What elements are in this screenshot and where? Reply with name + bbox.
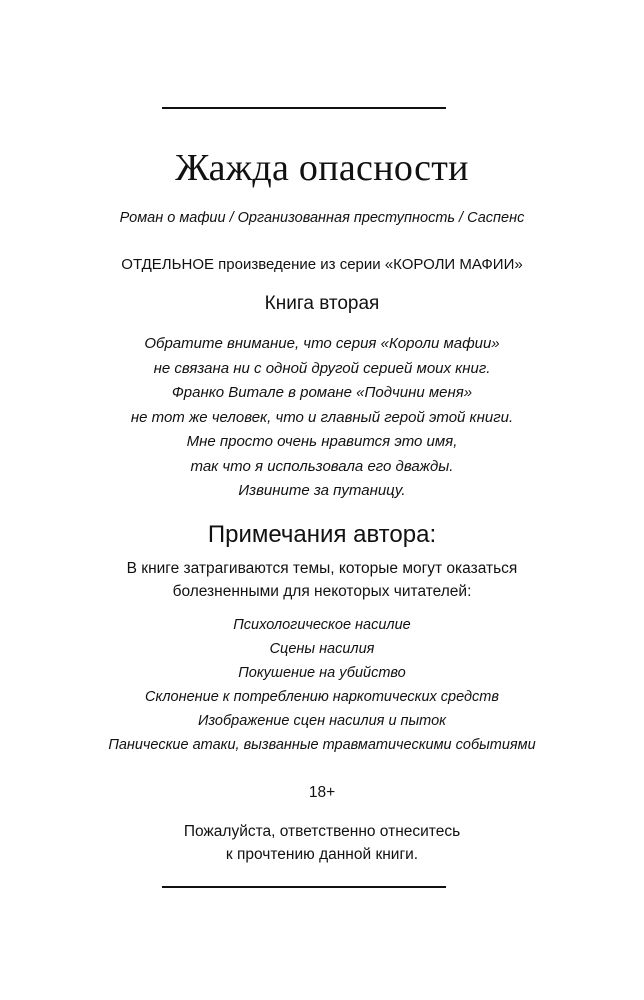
book-title: Жажда опасности xyxy=(175,147,469,189)
closing-note-line: Пожалуйста, ответственно отнеситесь xyxy=(183,823,461,840)
author-note-line: не тот же человек, что и главный герой этой книги. xyxy=(130,408,514,426)
content-warning-line: болезненными для некоторых читателей: xyxy=(172,582,472,600)
top-divider xyxy=(162,107,446,109)
author-note-line: Мне просто очень нравится это имя, xyxy=(186,433,458,450)
author-note-line: не связана ни с одной другой серией моих книг. xyxy=(153,359,491,377)
trigger-topic-item: Покушение на убийство xyxy=(238,665,406,681)
age-rating: 18+ xyxy=(308,784,336,801)
series-line: ОТДЕЛЬНОЕ произведение из серии «КОРОЛИ МАФИИ» xyxy=(121,256,523,273)
content-warning xyxy=(0,558,644,603)
author-note-line: Франко Витале в романе «Подчини меня» xyxy=(171,384,473,401)
trigger-topics-list xyxy=(0,613,644,757)
trigger-topic-item: Сцены насилия xyxy=(269,641,375,657)
closing-note-line: к прочтению данной книги. xyxy=(225,846,419,863)
content-warning-line: В книге затрагиваются темы, которые могут оказаться xyxy=(126,560,518,577)
author-note-line: Обратите внимание, что серия «Короли мафии» xyxy=(144,335,500,352)
trigger-topic-item: Панические атаки, вызванные травматическими событиями xyxy=(108,737,536,753)
bottom-divider xyxy=(162,886,446,888)
author-note-block xyxy=(0,332,644,504)
closing-note xyxy=(0,820,644,866)
author-notes-heading: Примечания автора: xyxy=(207,521,437,548)
trigger-topic-item: Психологическое насилие xyxy=(233,617,411,633)
genre-line: Роман о мафии / Организованная преступность / Саспенс xyxy=(119,210,525,226)
book-number: Книга вторая xyxy=(264,293,380,314)
trigger-topic-item: Изображение сцен насилия и пыток xyxy=(197,713,447,729)
trigger-topic-item: Склонение к потреблению наркотических средств xyxy=(145,689,499,705)
author-note-line: так что я использовала его дважды. xyxy=(190,457,454,475)
author-note-line: Извините за путаницу. xyxy=(238,482,406,499)
